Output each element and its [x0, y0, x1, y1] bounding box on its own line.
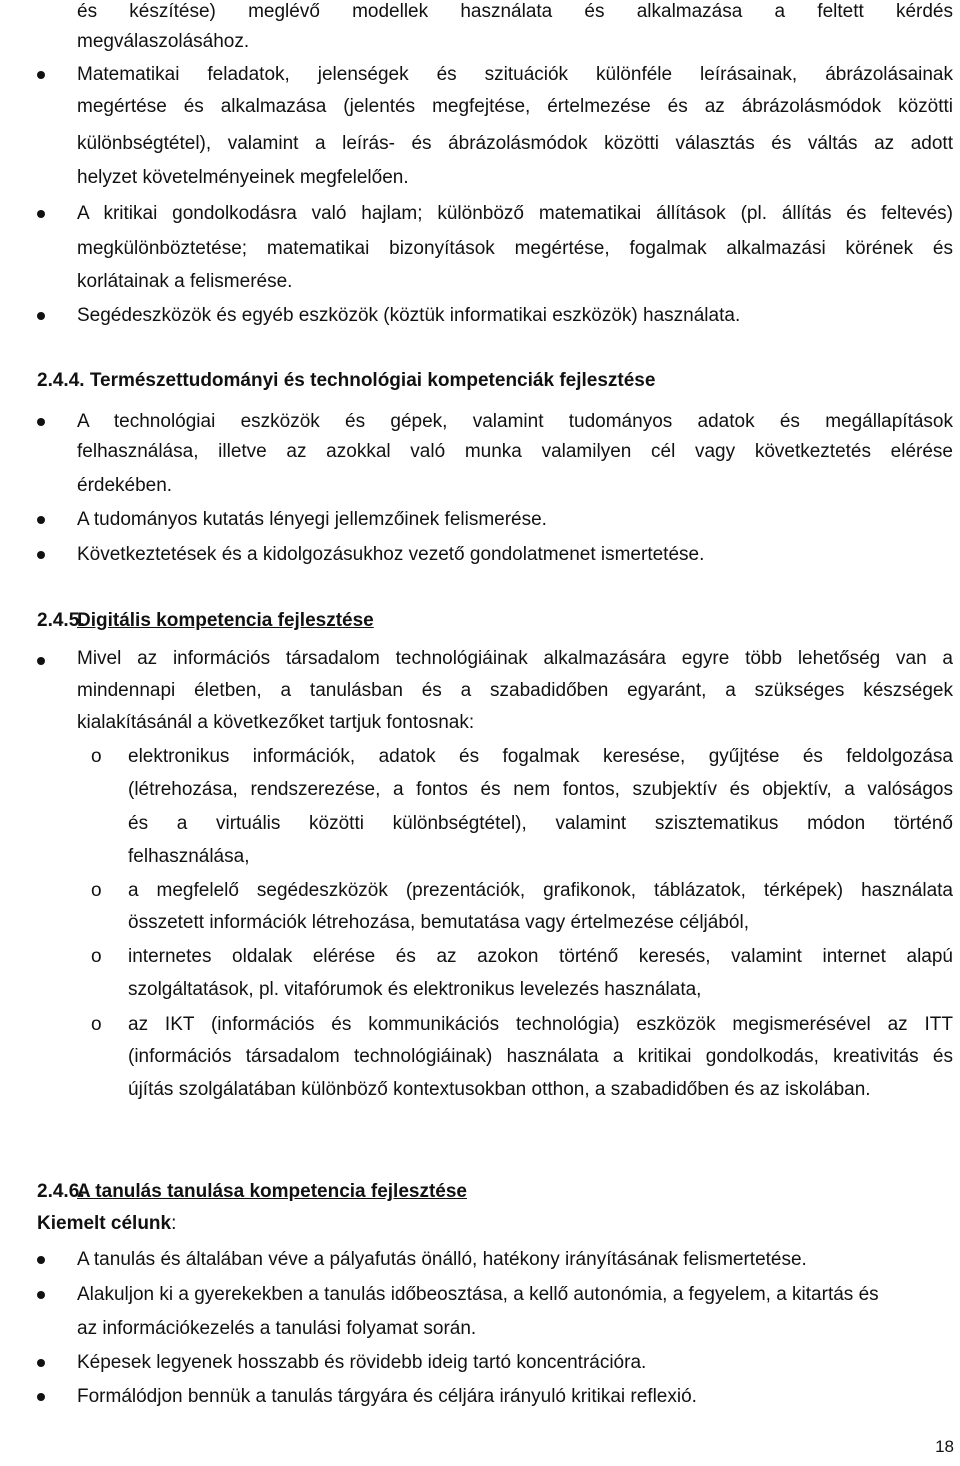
sub-list-item-line: az IKT (információs és kommunikációs technológia) eszközök megismerésével az ITT: [128, 1014, 953, 1035]
list-item-line: Következtetések és a kidolgozásukhoz vezető gondolatmenet ismertetése.: [77, 544, 705, 565]
highlight-label: Kiemelt célunk: [37, 1213, 172, 1234]
list-item-line: felhasználása, illetve az azokkal való munka valamilyen cél vagy következtetés elérése: [77, 441, 953, 462]
sub-bullet-icon: o: [91, 946, 102, 967]
list-item-line: korlátainak a felismerése.: [77, 271, 293, 292]
sub-list-item-line: internetes oldalak elérése és az azokon történő keresés, valamint internet alapú: [128, 946, 953, 967]
bullet-icon: [37, 657, 45, 665]
section-number-246: 2.4.6.: [37, 1181, 85, 1202]
bullet-icon: [37, 210, 45, 218]
bullet-icon: [37, 312, 45, 320]
list-item-line: Mivel az információs társadalom technológiáinak alkalmazására egyre több lehetőség van a: [77, 648, 953, 669]
bullet-icon: [37, 71, 45, 79]
bullet-icon: [37, 551, 45, 559]
bullet-icon: [37, 1393, 45, 1401]
bullet-icon: [37, 1291, 45, 1299]
list-item-line: Képesek legyenek hosszabb és rövidebb ideig tartó koncentrációra.: [77, 1352, 647, 1373]
bullet-icon: [37, 1256, 45, 1264]
bullet-icon: [37, 516, 45, 524]
sub-list-item-line: szolgáltatások, pl. vitafórumok és elektronikus levelezés használata,: [128, 979, 702, 1000]
page-number: 18: [935, 1437, 954, 1456]
sub-list-item-line: összetett információk létrehozása, bemutatása vagy értelmezése céljából,: [128, 912, 749, 933]
sub-bullet-icon: o: [91, 1014, 102, 1035]
label-suffix: :: [171, 1213, 177, 1234]
list-item-line: Alakuljon ki a gyerekekben a tanulás időbeosztása, a kellő autonómia, a fegyelem, a kitartás és: [77, 1284, 879, 1305]
list-item-line: A tudományos kutatás lényegi jellemzőinek felismerése.: [77, 509, 547, 530]
sub-list-item-line: elektronikus információk, adatok és fogalmak keresése, gyűjtése és feldolgozása: [128, 746, 953, 767]
list-item-line: A kritikai gondolkodásra való hajlam; különböző matematikai állítások (pl. állítás és feltevés): [77, 203, 953, 224]
sub-list-item-line: újítás szolgálatában különböző kontextusokban otthon, a szabadidőben és az iskolában.: [128, 1079, 871, 1100]
list-item-line: A tanulás és általában véve a pályafutás önálló, hatékony irányításának felismertetése.: [77, 1249, 807, 1270]
sub-bullet-icon: o: [91, 746, 102, 767]
section-heading-244: 2.4.4. Természettudományi és technológiai kompetenciák fejlesztése: [37, 370, 656, 391]
list-item-line: mindennapi életben, a tanulásban és a szabadidőben egyaránt, a szükséges készségek: [77, 680, 953, 701]
list-item-line: megkülönböztetése; matematikai bizonyítások megértése, fogalmak alkalmazási körének és: [77, 238, 953, 259]
list-item-line: helyzet követelményeinek megfelelően.: [77, 167, 409, 188]
list-item-line: az információkezelés a tanulási folyamat során.: [77, 1318, 477, 1339]
sub-bullet-icon: o: [91, 880, 102, 901]
sub-list-item-line: és a virtuális közötti különbségtétel), valamint szisztematikus módon történő: [128, 813, 953, 834]
sub-list-item-line: a megfelelő segédeszközök (prezentációk, grafikonok, táblázatok, térképek) használata: [128, 880, 953, 901]
sub-list-item-line: (információs társadalom technológiáinak) használata a kritikai gondolkodás, kreativitás és: [128, 1046, 953, 1067]
bullet-icon: [37, 1359, 45, 1367]
paragraph-line: megválaszolásához.: [77, 31, 250, 52]
list-item-line: különbségtétel), valamint a leírás- és ábrázolásmódok közötti választás és váltás az adott: [77, 133, 953, 154]
list-item-line: Matematikai feladatok, jelenségek és szituációk különféle leírásainak, ábrázolásainak: [77, 64, 953, 85]
label-line: [37, 1212, 176, 1236]
bullet-icon: [37, 418, 45, 426]
list-item-line: megértése és alkalmazása (jelentés megfejtése, értelmezése és az ábrázolásmódok közötti: [77, 96, 953, 117]
sub-list-item-line: felhasználása,: [128, 846, 250, 867]
section-heading-245: Digitális kompetencia fejlesztése: [77, 610, 374, 631]
list-item-line: kialakításánál a következőket tartjuk fontosnak:: [77, 712, 475, 733]
section-heading-246: A tanulás tanulása kompetencia fejlesztése: [77, 1181, 468, 1202]
paragraph-line: és készítése) meglévő modellek használata és alkalmazása a feltett kérdés: [77, 1, 953, 22]
sub-list-item-line: (létrehozása, rendszerezése, a fontos és nem fontos, szubjektív és objektív, a valóságos: [128, 779, 953, 800]
section-number-245: 2.4.5.: [37, 610, 85, 631]
list-item-line: Segédeszközök és egyéb eszközök (köztük informatikai eszközök) használata.: [77, 305, 741, 326]
list-item-line: érdekében.: [77, 475, 173, 496]
list-item-line: Formálódjon bennük a tanulás tárgyára és céljára irányuló kritikai reflexió.: [77, 1386, 697, 1407]
list-item-line: A technológiai eszközök és gépek, valamint tudományos adatok és megállapítások: [77, 411, 953, 432]
